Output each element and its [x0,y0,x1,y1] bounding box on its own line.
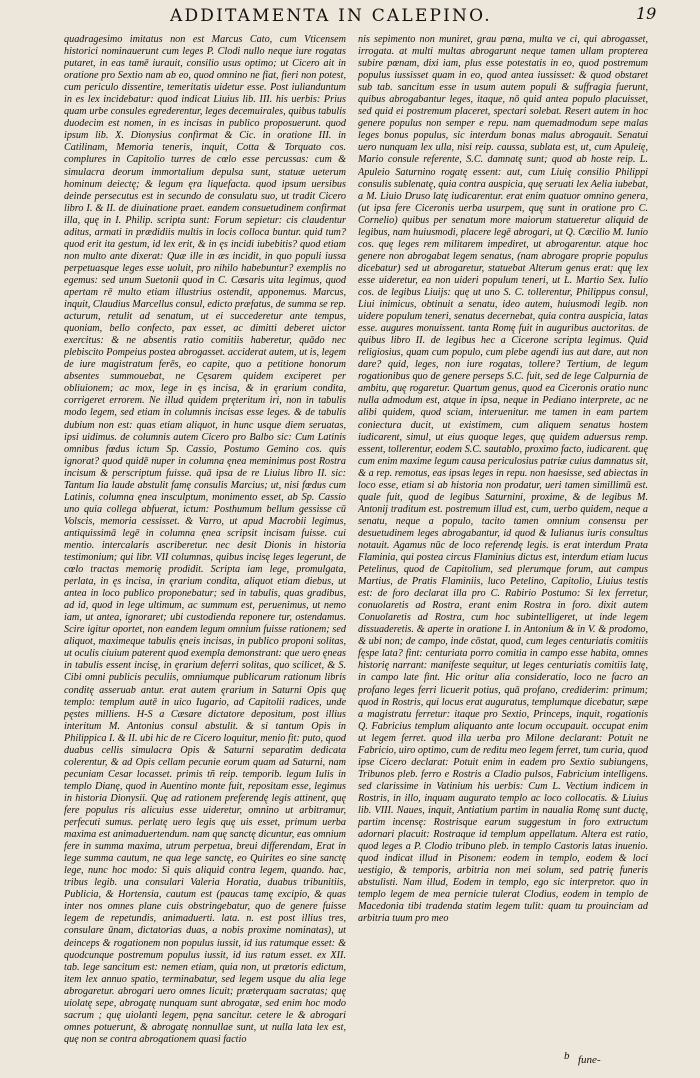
running-head: ADDITAMENTA IN CALEPINO. [170,6,492,26]
text-column-left: quadragesimo imitatus non est Marcus Cato, cum Vticensem historici nominauerunt cum leges P. Clodi nullo neque iure rogatas putaret, in eas tamē iurauit, consilio usus optimo; ut Cicero ait in oratione pro Sextio nam ab eo, quod omnino ne fiat, fieri non potest, cum periculo dissentire, temeritatis uidetur esse. Post iulianduntum in es lex incidebatur: quod indicat Liuius lib. III. his uerbis: Prius quam urbe consules egrederentur, leges decemuirales, quibus tabulis duodecim est nomen, in es incisas in publico proposuerunt. quod ipsum lib. X. Dionysius confirmat & Cic. in oratione III. in Catilinam, Memoria teneris, inquit, Cotta & Torquato cos. complures in Capitolio turres de cœlo esse percussas: cum & simulacra deorum immortalium depulsa sunt, statuæ ueterum hominum deiectę; & legum ęra liquefacta. quod ipsum uersibus deinde persecutus est in secundo de consulatu suo, ut tradit Cicero libro I. & II. de diuinatione praet. eandem consuetudinem confirmat illa, quę in I. Philip. scripta sunt: Forum sepietur: cis claudentur aditus, armati in prædidiis multis in locis colloca buntur. quid tum? quod erit ita gestum, id lex erit, & in ęs incidi iubebitis? quod etiam non multo ante dixerat: Quæ ille in æs incidit, in quo populi iussa perpetuasque leges esse uoluit, pro nihilo habebuntur? exemplis no egemus: sed unum Suetonii quod in C. Cæsaris uita legimus, quod apertam rē multo etiam illustrius ostendit, apponemus. Marcus, inquit, Claudius Marcellus consul, edicto præfatus, de summa se rep. acturum, retulit ad senatum, ut ei succederetur ante tempus, quoniam, bello confecto, pax esset, ac dimitti deberet uictor exercitus: & ne absentis ratio comitiis haberetur, quādo nec plebiscito Pompeius postea abrogasset. acciderat autem, ut is, legem de iure magistratum ferēs, eo capite, quo a petitione honorum absentes summouebat, ne Cęsarem quidem exciperet per obliuionem; ac mox, lege in ęs incisa, & in ęrarium condita, corrigeret errorem. Ne illud quidem pręteritum iri, non in tabulis modo legem, sed etiam in columnis incisas esse leges. & de tabulis dubium non est: quas etiam aliquot, in hunc usque diem seruatas, ipsi uidimus. de columnis autem Cicero pro Balbo sic: Cum Latinis omnibus fœdus ictum Sp. Cassio, Postumo Gemino cos. quis ignorat? quod quidē nuper in columna ęnea meminimus post Rostra incisum & perscriptum fuisse. quā ipsa de re Liuius libro II. sic: Tantum Iia laude abstulit famę consulis Marcius; ut, nisi fœdus cum Latinis, columna ęnea insculptum, monimento esset, ab Sp. Cassio uno quia collega abfuerat, ictum: Posthumum bellum gessisse cū Volscis, memoria cessisset. & Varro, ut apud Macrobii legimus, antiquissimā legē in columna ęnea scripsit incisam fuisse. cui mentio. intercalaris ascriberetur. nec desit Dionis in historia testimonium; qui libr. VII columnas, quibus incisę leges legerunt, de cœlo tractas memorię prodidit. Scripta iam lege, promulgata, perlata, in ęs incisa, in ęrarium condita, aliquot etiam diebus, ut antea in loco publico proponebatur; sed in tabulis, quas gradibus, ad id, quod in lege ultimum, ac summum est, peruenimus, ut nemo iam, ut antea, ignoraret; ubi custodienda reponere tur, ostendamus. Scire igitur oportet, non eandem legum omnium fuisse rationem; sed aliquot, maximeque tabulis ęneis incisas, in publico proponi solitas, ut oculis ciuium paterent quod exempla demonstrant: que uero ęneas in tabulis essent incisę, in ęrarium deferri solitas, quo scilicet, & S. Cibi omni publicis peculiis, omniumque publicarum rationum libris conditę asseruab antur. erat autem ęrarium in Saturni Opis quę templo: templum autē in uico Iugario, ad Capitolii radices, unde pęstes milliens. H-S a Cæsare dictatore depositum, post illius interitum M. Antonius consul abstulit. & si tantum Opis in Philippica I. & II. ubi hic de re Cicero loquitur, menio fit: puto, quod duabus cellis simulacra Opis & Saturni separatim dedicata colerentur, & ad Opis cellam pecunie eorum quam ad Saturni, nam pecuniam Cesar locasset. primis tñ reip. temporib. legum Iulis in templo Dianę, quod in Auentino monte fuit, repositam esse, legimus in historia Dionysii. Quę ad rationem preferendę legis attinent, quę fere populus ris alicuius esse uideretur, omnino ut arbitramur, perfecuti sumus. perlatę uero legis quę uis esset, primum uerba maxima est animaduertendum. nam quę sanctę dicuntur, eas omnium fere in summa maxima, utrum perpetua, breui differendam, Erat in lege summa cautum, ne qua lege sanctę, eo Quirites eo sine sanctę lege, nunc hoc modo: Si quis aliquid contra legem, quando. hac, tribus legib. una consulari Valeria Horatia, duabus tribunitiis, Publicia, & Hortensia, cautum est (paucas tamę excipio, & quas inter nos omnes plane cuis obstringebatur, quo de genere fuisse legem de repetundis, animaduerti. lata. n. est post illius tres, consulare ūnam, dictatorias duas, a nobis proxime nominatas), ut deinceps & rogationem non populus iussit, id ius ratumque esset: & quodcunque postremum populus iussit, id ius ratum esset. ex XII. tab. lege sancitum est: nemen etiam, quia non, ut prætoris edictum, item lex annuo spatio, terminabatur, sed legem usque du alia lege abrogaretur. abrogari uero omnes licuit; præterquam sacratas; quę uiolatę sepe, abrogatę nunquam sunt abrogatæ, sed enim hoc modo sacrum ; quę uiolanti legem, pęna sancitur. cetere le & abrogari omnes potuerunt, & abrogatę nonnullae sunt, ut nulla lata lex est, quę non se contra abrogationem quasi factio [64,34,346,1044]
catchword: fune- [578,1054,601,1066]
header [0,6,700,32]
footer [560,1040,670,1070]
signature-mark: b [564,1050,570,1062]
text-column-right: nis sepimento non muniret, grau pœna, multa ve ci, qui abrogasset, irrogata. at multi multas abrogarunt neque tamen ullam propterea subire pœnam, dixi iam, plus esse potestatis in eo, quod postremum populus iussisset quam in eo, quod antea iussisset: & quod obstaret sub tab. sancitum esse in usum autem populi & suffragia fuerunt, quibus abrogabantur leges, itaque, nō quid antea populo placuisset, sed quid ei postremum placeret, spectari solebat. Resert autem in hoc genere populus non semper e repu. nam quemadmodum sepe malas leges bonus populus, sic interdum bonas malus abrogauit. Senatui uero nunquam lex ulla, nisi reip. caussa, sublata est, ut, cum Apuleię, Mario consule referente, S.C. damnatę sunt; quod ab hoste reip. L. Apuleio Saturnino rogatę essent: aut, cum Liuię consilio Philippi consulis sublenatę, quia contra auspicia, quę seruati lex Aelia iubebat, a M. Liuio Druso latę iudicarentur. erat enim quatuor omnino genera, (ut ipsa fere Ciceronis uerba usurpem, quę sunt in oratione pro C. Cornelio) quibus per senatum more maiorum statueretur aliquid de legibus, nam huiusmodi, placere legē abrogari, ut Q. Cæcilio M. Iunio cos. quę leges rem militarem impediret, ut abrogarentur. atque hoc genere non abrogabat legem senatus, (nam abrogare proprie populus dicebatur) sed ut abrogaretur, statuebat Alterum genus erat: quę lex esse uideretur, ea non uideri populum teneri, ut L. Martio Sex. Iulio cos. de legibus Liuijs: quę ut uno S. C. tollerentur, Philippus consul, Liui inimicus, obtinuit a senatu, ideo autem, huiusmodi legib. non uidere populum teneri, senatus decernebat, quia contra auspicia, latas esse. augures monuissent. tanta Romę fuit in auguribus auctoritas. de quibus libro II. de legibus hec a Cicerone scripta legimus. Quid religiosius, quam cum populo, cum plebe agendi ius aut dare, aut non dare? quid, leges, non iure rogatas, tollere? Tertium, de legum rogationibus quo de genere perseps S.C. fuit, sed de lege Calpurnia de ambitu, quę rogaretur. Quartum genus, quod ea Ciceronis oratio nunc nulla admodum est, atque in ipsa, neque in Pediano interprete, ac ne alibi quidem, quod sciam, interuenitur. me tamen in eam partem coniectura ducit, ut existimem, cum aliquem senatus hostem iudicarent, simul, ut eius quoque leges, quę quidem aduersus remp. essent, tollerentur, eodem S.C. sautablo, proximo facto, iudicarent. quę cum enim maxime legum causa periculosius patriæ cuius damnatus sit, & a rep. remotus, eas ipsas leges in repu. non haesisse, sed abiectas in loco esse, etiam si ab historia non prodatur, ueri tamen simillimū est. quale fuit, quod de legibus Saturnini, proxime, & de legibus M. Antonij traditum est. postremum illud est, cum, uerbo quidem, neque a senatu, neque a populo, tacito tamen omnium consensu per desuetudinem leges abrogabantur, id quod & Iulianus iuris consultus notauit. Agamus nūc de loco referendę legis. is erat interdum Prata Flaminia, qui postea circus Flaminius dictus est, interdum etiam lucus Petelinus, quod de Capitolium, sed plerumque forum, aut campus Martius, de Pratis Flaminiis, luco Petelino, Capitolio, Liuius testis est: de foro declarat illa pro C. Rabirio Postumo: Si lex ferretur, conuolaretis ad Rostra, erant enim Rostra in foro. dixit autem Conuolaretis ad Rostra, cum hoc subintelligeret, ut inde legem dissuaderetis. & aperte in oratione I. in Antonium & in V. & prodomo, & ubi non; de campo, inde cōstat, quod, cum leges centuriatis comitiis fęspe lata? fint: centuriata porro comitia in campo esse habita, omnes historię narrant: manifeste sequitur, ut leges centuriatis comitiis latę, in campo late fint. Hic oritur alia consideratio, loco ne facro an profano leges ferri licuerit potius, quā profano, crediderim: primum; quod in Rostris, qui locus erat auguratus, templumque dicebatur, sæpe a magistratu ferretur: itaque pro Sextio, Princeps, inquit, rogationis Q. Fabricius templum aliquanto ante locum occupauit. occupat enim ut legem ferret. quod illa uerba pro Milone declarant: Potuit ne Fabricio, uiro optimo, cum de reditu meo legem ferret, tum curia, quod ipse Cicero declarat: Potuit enim in eadem pro Sextio subiungens, Tribunos pleb. ferro e Rostris a Cladio pulsos, Fabricium intelligens. sed clarissime in Vatinium his uerbis: Cum L. Vectium indicem in Rostris, in illo, inquam augurato templo ac loco collocatis. & Liuius lib. VIII. Naues, inquit, Antiatium partim in naualia Romę sunt ductę, partim incensę: Rostrisque earum suggestum in foro extructum adornari placuit: Rostraque id templum appellatum. Altera est ratio, quod leges a P. Clodio tribuno pleb. in templo Castoris latas inuenio. quod indicat illud in Pisonem: eodem in templo, eodem & loci uestigio, & temporis, arbitria non mei solum, sed patrię funeris abstulisti. Nam illud, Eodem in templo, ego sic interpretor. quo in templo legem de mea pernicie tulerat Clodius, eodem in templo de Macedonia tibi tradenda statim legem tulit: quam tu prouinciam ad arbitria tuum pro meo [358,34,648,925]
page-number: 19 [636,4,657,23]
